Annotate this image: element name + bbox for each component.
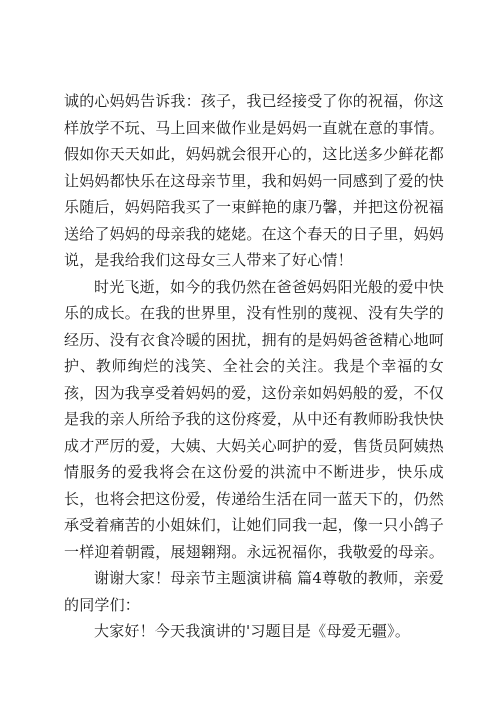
document-body	[64, 88, 444, 645]
paragraph-3: 谢谢大家！母亲节主题演讲稿 篇4尊敬的教师，亲爱的同学们：	[64, 569, 444, 614]
paragraph-1: 诚的心妈妈告诉我：孩子，我已经接受了你的祝福，你这样放学不玩、马上回来做作业是妈妈一直就在意的事情。假如你天天如此，妈妈就会很开心的，这比送多少鲜花都让妈妈都快乐在这母亲节里，我和妈妈一同感到了爱的快乐随后，妈妈陪我买了一束鲜艳的康乃馨，并把这份祝福送给了妈妈的母亲我的姥姥。在这个春天的日子里，妈妈说，是我给我们这母女三人带来了好心情！	[64, 92, 445, 269]
paragraph-2: 时光飞逝，如今的我仍然在爸爸妈妈阳光般的爱中快乐的成长。在我的世界里，没有性别的蔑视、没有失学的经历、没有衣食冷暖的困扰，拥有的是妈妈爸爸精心地呵护、教师绚烂的浅笑、全社会的关注。我是个幸福的女孩，因为我享受着妈妈的爱，这份亲如妈妈般的爱，不仅是我的亲人所给予我的这份疼爱，从中还有教师盼我快快成才严厉的爱，大姨、大妈关心呵护的爱，售货员阿姨热情服务的爱我将会在这份爱的洪流中不断进步，快乐成长，也将会把这份爱，传递给生活在同一蓝天下的，仍然承受着痛苦的小姐妹们，让她们同我一起，像一只小鸽子一样迎着朝霞，展翅翱翔。永远祝福你，我敬爱的母亲。	[64, 277, 445, 561]
paragraph-4: 大家好！今天我演讲的'习题目是《母爱无疆》。	[94, 622, 411, 640]
